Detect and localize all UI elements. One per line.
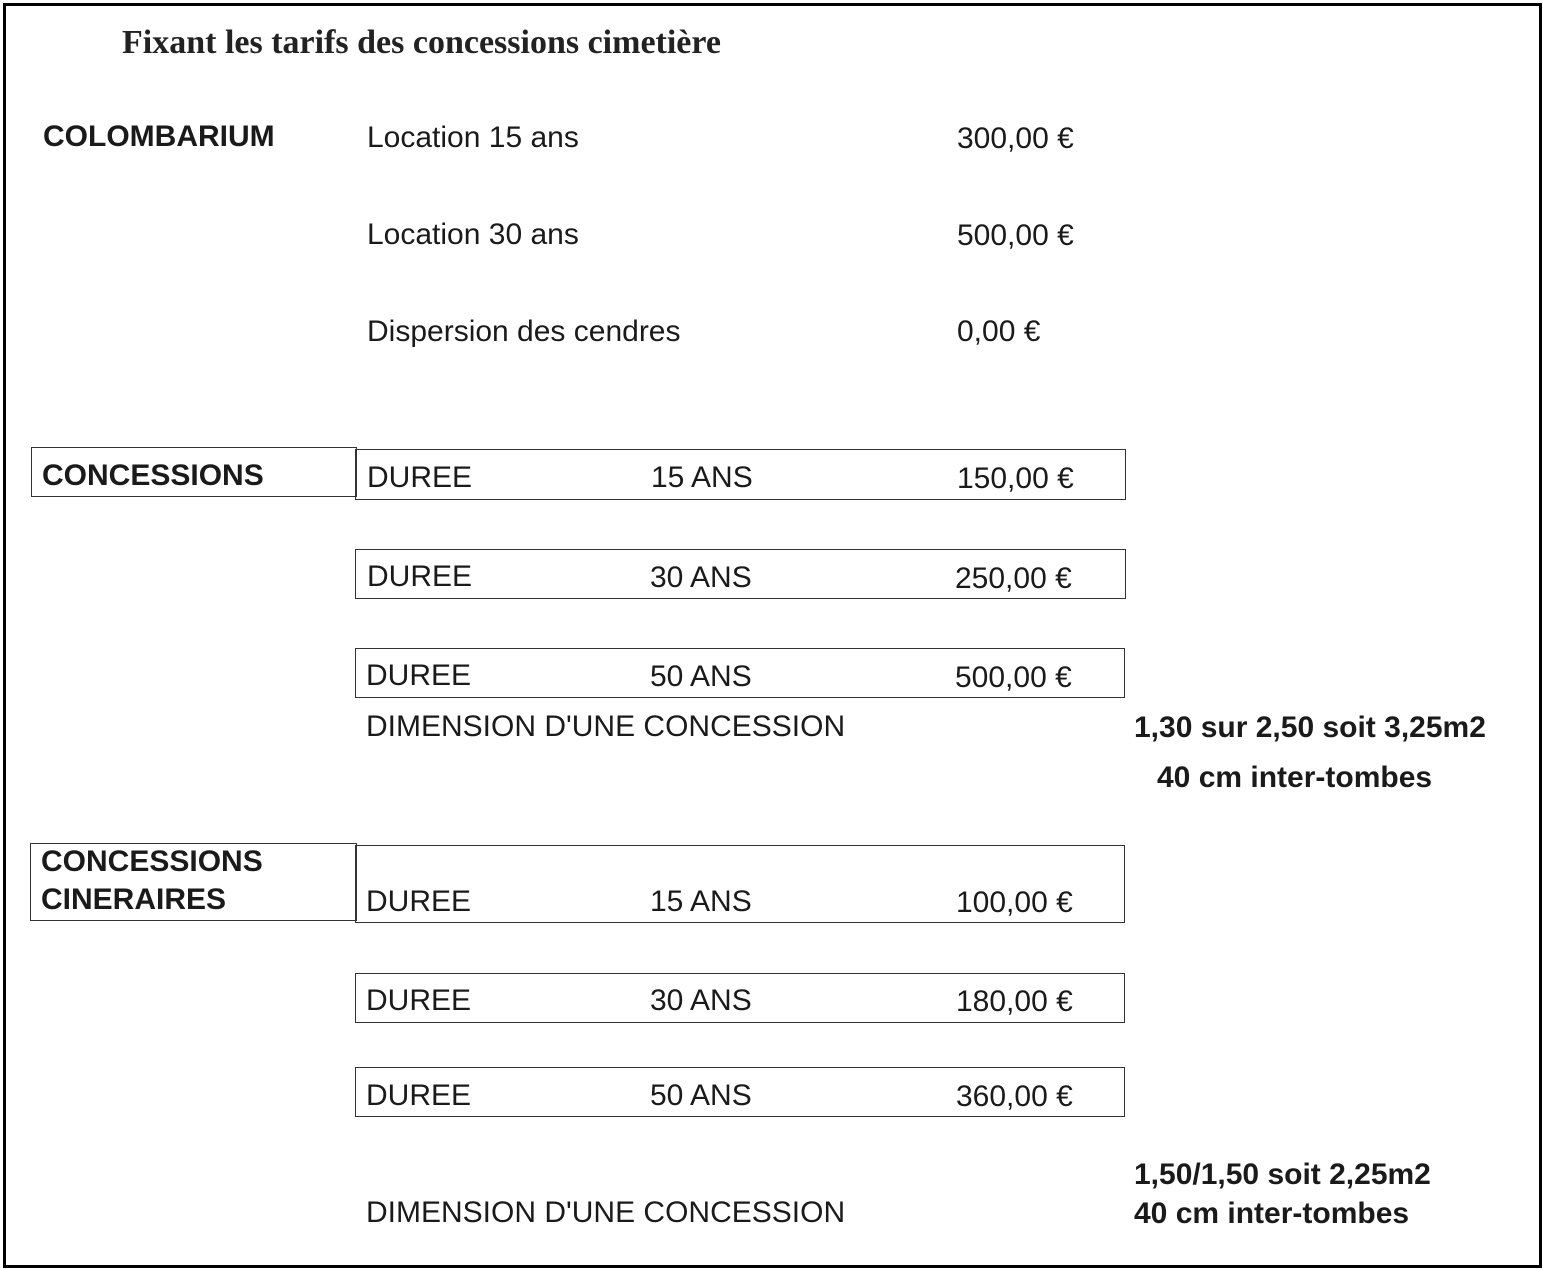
concession-duration: 15 ANS [651,461,753,494]
concession-duree-label: DUREE [367,461,473,494]
colombarium-row-price: 0,00 € [957,315,1041,348]
cineraire-duration: 30 ANS [650,984,752,1017]
cineraire-price: 100,00 € [956,886,1073,919]
concession-dimension-label: DIMENSION D'UNE CONCESSION [366,710,846,743]
concession-price: 250,00 € [955,562,1072,595]
colombarium-row-label: Location 30 ans [367,218,579,251]
cineraire-duree-label: DUREE [366,1079,472,1112]
cineraire-dimension-label: DIMENSION D'UNE CONCESSION [366,1196,846,1229]
concession-duration: 50 ANS [650,660,752,693]
cineraire-dimension-note: 40 cm inter-tombes [1134,1197,1410,1230]
concession-duree-label: DUREE [366,659,472,692]
cineraire-price: 360,00 € [956,1080,1073,1113]
concession-duree-label: DUREE [367,560,473,593]
colombarium-row-label: Location 15 ans [367,121,579,154]
concession-dimension-value: 1,30 sur 2,50 soit 3,25m2 [1134,711,1486,744]
concession-price: 500,00 € [955,661,1072,694]
cineraire-duree-label: DUREE [366,885,472,918]
cineraire-duration: 50 ANS [650,1079,752,1112]
colombarium-heading: COLOMBARIUM [43,120,275,153]
concession-dimension-note: 40 cm inter-tombes [1157,761,1433,794]
cineraires-heading-line1: CONCESSIONS [41,845,263,878]
cineraire-duration: 15 ANS [650,885,752,918]
cineraire-dimension-value: 1,50/1,50 soit 2,25m2 [1134,1158,1431,1191]
cineraire-duree-label: DUREE [366,984,472,1017]
cineraire-price: 180,00 € [956,985,1073,1018]
cineraires-heading-line2: CINERAIRES [41,883,227,916]
colombarium-row-price: 500,00 € [957,219,1074,252]
concessions-heading: CONCESSIONS [42,459,264,492]
colombarium-row-label: Dispersion des cendres [367,315,681,348]
colombarium-row-price: 300,00 € [957,122,1074,155]
concession-price: 150,00 € [957,462,1074,495]
concession-duration: 30 ANS [650,561,752,594]
document-title: Fixant les tarifs des concessions cimetière [122,24,721,61]
